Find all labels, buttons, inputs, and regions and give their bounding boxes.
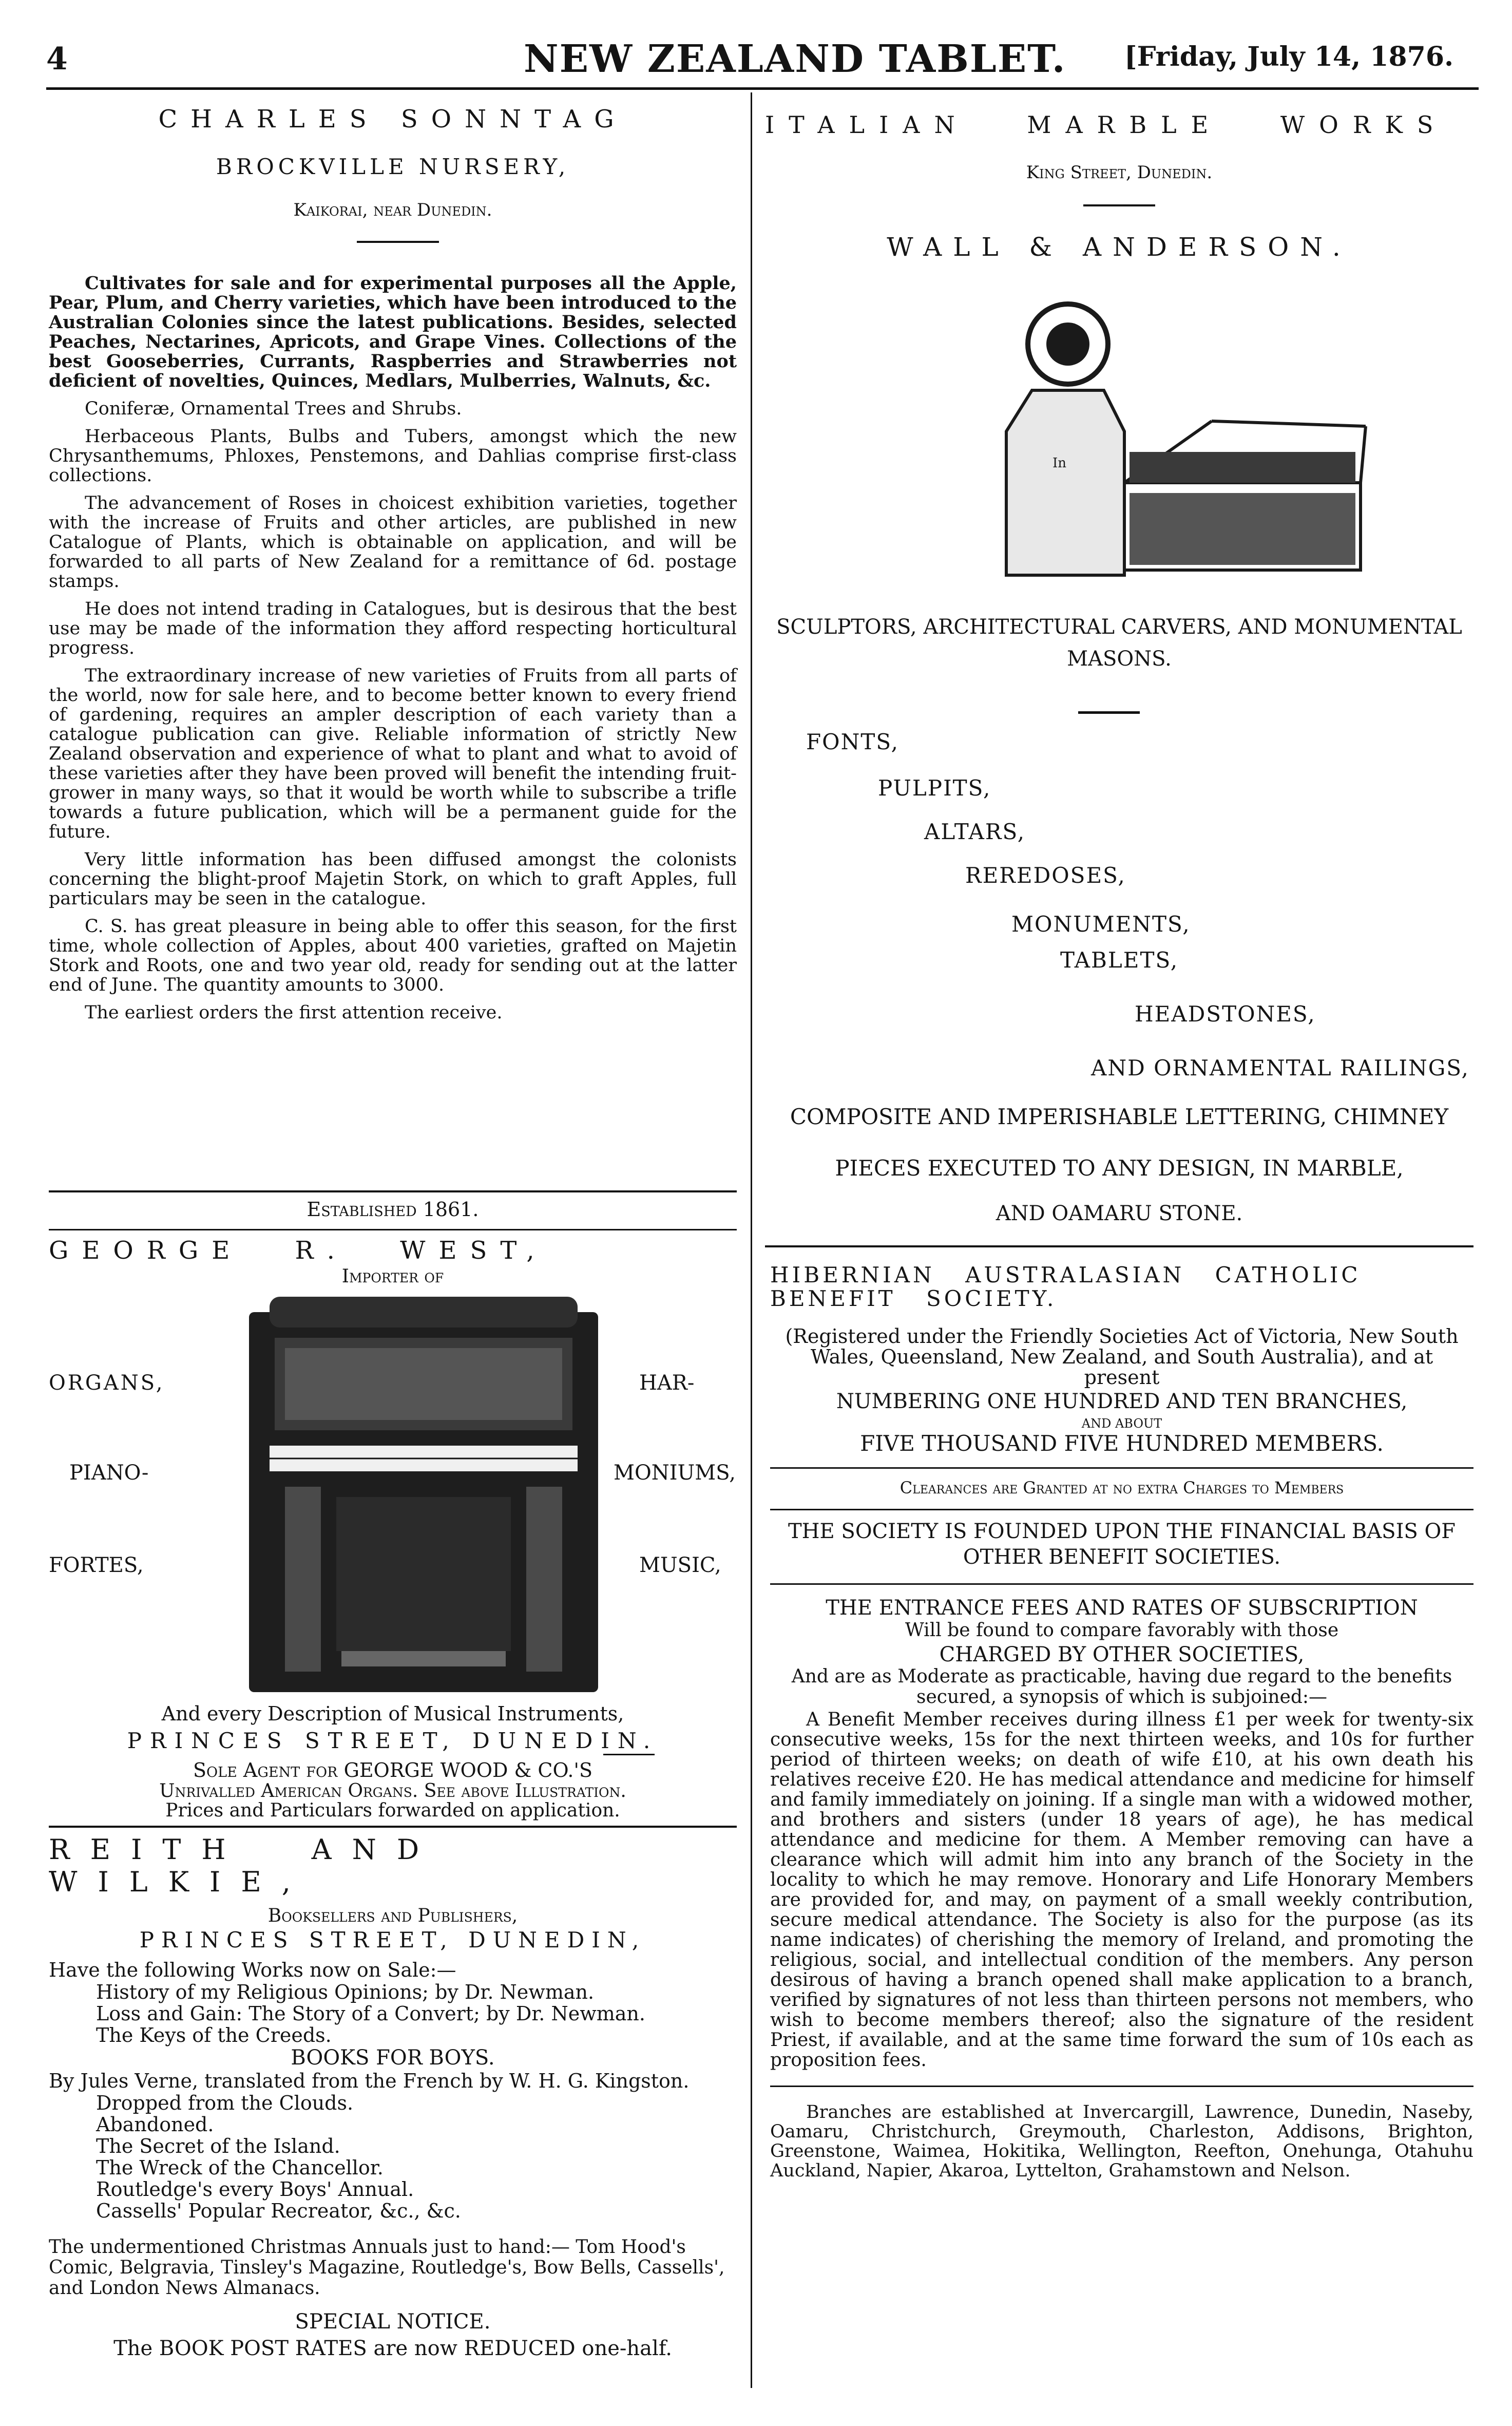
monument-illustration — [955, 298, 1376, 585]
west-label-left-3: FORTES, — [49, 1553, 144, 1577]
marble-item: FONTS, — [806, 729, 899, 754]
sonntag-body — [49, 274, 737, 1022]
reith-boys-book: Dropped from the Clouds. — [96, 2092, 354, 2114]
west-prices: Prices and Particulars forwarded on application. — [165, 1800, 620, 1821]
west-short-rule — [603, 1754, 655, 1755]
marble-item: AND ORNAMENTAL RAILINGS, — [1091, 1055, 1469, 1081]
marble-street: King Street, Dunedin. — [1026, 162, 1213, 183]
sonntag-paragraph: The earliest orders the first attention receive. — [85, 1002, 503, 1023]
hibernian-rule-1 — [770, 1467, 1473, 1469]
west-every: And every Description of Musical Instruments, — [161, 1702, 624, 1725]
west-label-left-2: PIANO- — [69, 1461, 149, 1485]
sonntag-paragraph: Very little information has been diffused amongst the colonists concerning the blight-proof Majetin Stork, on which to graft Apples, full particulars may be seen in the catalogue. — [49, 849, 737, 909]
sonntag-advert — [49, 98, 737, 1031]
hibernian-rule-3 — [770, 1583, 1473, 1585]
hibernian-branches: Branches are established at Invercargill, Lawrence, Dunedin, Naseby, Oamaru, Christchurch, Greymouth, Charleston, Addisons, Brighton, Greenstone, Waimea, Hokitika, Wellington, Reefton, Onehunga, Otahuhu Auckland, Napier, Akaroa, Lyttelton, Grahamstown and Nelson. — [770, 2102, 1473, 2181]
hibernian-clearances: Clearances are Granted at no extra Charges to Members — [899, 1478, 1344, 1498]
marble-mid-rule — [1078, 711, 1140, 714]
west-label-right-2: MONIUMS, — [614, 1461, 736, 1485]
hibernian-compare: Will be found to compare favorably with those — [905, 1620, 1339, 1641]
hibernian-fees: THE ENTRANCE FEES AND RATES OF SUBSCRIPTION — [826, 1596, 1418, 1620]
hibernian-charged: CHARGED BY OTHER SOCIETIES, — [939, 1643, 1305, 1666]
reith-boys-book: Cassells' Popular Recreator, &c., &c. — [96, 2200, 461, 2222]
marble-item: REREDOSES, — [965, 863, 1126, 888]
west-label-right-1: HAR- — [639, 1371, 695, 1395]
sonntag-subheading: BROCKVILLE NURSERY, — [216, 154, 570, 179]
reith-boys-book: Routledge's every Boys' Annual. — [96, 2178, 414, 2201]
reith-intro: Have the following Works now on Sale:— — [49, 1959, 456, 1981]
hibernian-numbering: NUMBERING ONE HUNDRED AND TEN BRANCHES, — [836, 1390, 1408, 1413]
svg-text:In: In — [1052, 456, 1067, 471]
marble-sculptors: SCULPTORS, ARCHITECTURAL CARVERS, AND MONUMENTAL MASONS. — [776, 615, 1462, 671]
reith-books-heading: BOOKS FOR BOYS. — [291, 2046, 495, 2070]
hibernian-rule-4 — [770, 2086, 1473, 2087]
west-label-left-1: ORGANS, — [49, 1371, 165, 1395]
hibernian-members: FIVE THOUSAND FIVE HUNDRED MEMBERS. — [860, 1431, 1384, 1456]
marble-firm: WALL & ANDERSON. — [887, 232, 1352, 262]
sonntag-short-rule — [357, 241, 439, 243]
hibernian-registered: (Registered under the Friendly Societies Act of Victoria, New South Wales, Queensland, New Zealand, and South Australia), and at present — [785, 1325, 1459, 1389]
marble-composite-1: COMPOSITE AND IMPERISHABLE LETTERING, CHIMNEY — [790, 1104, 1449, 1129]
marble-heading: ITALIAN MARBLE WORKS — [765, 111, 1448, 139]
west-agent: Sole Agent for GEORGE WOOD & CO.'S — [193, 1759, 592, 1781]
sonntag-location: Kaikorai, near Dunedin. — [293, 200, 492, 220]
west-label-right-3: MUSIC, — [639, 1553, 721, 1577]
reith-subheading: Booksellers and Publishers, — [267, 1905, 518, 1926]
west-heading: GEORGE R. WEST, — [49, 1236, 548, 1265]
reith-notice: The BOOK POST RATES are now REDUCED one-half. — [113, 2337, 672, 2360]
hibernian-founded: THE SOCIETY IS FOUNDED UPON THE FINANCIAL BASIS OF OTHER BENEFIT SOCIETIES. — [788, 1520, 1456, 1569]
marble-short-rule — [1083, 204, 1155, 206]
sonntag-paragraph: The advancement of Roses in choicest exhibition varieties, together with the increase of Fruits and other articles, are published in new Catalogue of Plants, which is obtainable on application, and will be forwarded to all parts of New Zealand for a remittance of 6d. postage stamps. — [49, 493, 737, 592]
reith-boys-book: Abandoned. — [96, 2113, 214, 2136]
west-importer: Importer of — [341, 1266, 444, 1287]
hibernian-heading: HIBERNIAN AUSTRALASIAN CATHOLIC BENEFIT SOCIETY. — [770, 1262, 1361, 1311]
masthead-title: NEW ZEALAND TABLET. — [524, 37, 1066, 81]
west-unrivalled: Unrivalled American Organs. See above Illustration. — [159, 1780, 626, 1802]
hibernian-advert — [770, 1263, 1473, 2181]
marble-composite-3: AND OAMARU STONE. — [996, 1202, 1243, 1225]
sonntag-paragraph: C. S. has great pleasure in being able to offer this season, for the first time, whole collection of Apples, about 400 varieties, grafted on Majetin Stork and Roots, one and two year old, ready for sending out at the latter end of June. The quantity amounts to 3000. — [49, 916, 737, 995]
sonntag-paragraph: He does not intend trading in Catalogues, but is desirous that the best use may be made of the information they afford respecting horticultural progress. — [49, 599, 737, 658]
page-number: 4 — [46, 41, 68, 77]
sonntag-paragraph: The extraordinary increase of new varieties of Fruits from all parts of the world, now for sale here, and to become better known to every friend of gardening, requires an ampler description of each variety than a catalogue publication can give. Reliable information of strictly New Zealand observation and experience of what to plant and what to avoid of these varieties after they have been proved will benefit the intending fruit-grower in many ways, so that it would be worth while to subscribe a trifle towards a future publication, which will be a permanent guide for the future. — [49, 666, 737, 842]
west-street: PRINCES STREET, DUNEDIN. — [127, 1728, 659, 1753]
header-rule — [46, 87, 1479, 90]
hibernian-and-about: AND ABOUT — [1081, 1416, 1162, 1431]
marble-item: PULPITS, — [878, 775, 991, 801]
sonntag-paragraph: Coniferæ, Ornamental Trees and Shrubs. — [85, 399, 462, 419]
reith-work: History of my Religious Opinions; by Dr. Newman. — [96, 1981, 595, 2003]
left-rule-2 — [49, 1826, 737, 1828]
sonntag-paragraph: Herbaceous Plants, Bulbs and Tubers, amongst which the new Chrysanthemums, Phloxes, Penstemons, and Dahlias comprise first-class collections. — [49, 426, 737, 486]
marble-item: HEADSTONES, — [1135, 1001, 1316, 1027]
reith-boys-book: The Secret of the Island. — [96, 2135, 340, 2157]
west-advert — [49, 1194, 737, 1821]
west-established: Established 1861. — [307, 1198, 479, 1221]
right-rule-1 — [765, 1245, 1473, 1247]
reith-heading: REITH AND WILKIE, — [49, 1833, 440, 1898]
hibernian-rule-2 — [770, 1509, 1473, 1510]
sonntag-paragraph: Cultivates for sale and for experimental purposes all the Apple, Pear, Plum, and Cherry varieties, which have been introduced to the Australian Colonies since the latest publications. Besides, selected Peaches, Nectarines, Apricots, and Grape Vines. Collections of the best Gooseberries, Currants, Raspberries and Strawberries not deficient of novelties, Quinces, Medlars, Mulberries, Walnuts, &c. — [49, 273, 737, 391]
column-divider — [751, 92, 752, 2388]
organ-illustration — [239, 1292, 608, 1697]
reith-street: PRINCES STREET, DUNEDIN, — [139, 1927, 646, 1953]
reith-verne: By Jules Verne, translated from the French by W. H. G. Kingston. — [49, 2070, 690, 2092]
left-rule-1 — [49, 1190, 737, 1192]
sonntag-heading: CHARLES SONNTAG — [158, 105, 627, 134]
reith-notice-heading: SPECIAL NOTICE. — [295, 2310, 491, 2334]
reith-advert — [49, 1833, 737, 2360]
marble-advert — [765, 98, 1473, 262]
west-top-rule — [49, 1229, 737, 1230]
issue-date: [Friday, July 14, 1876. — [1124, 41, 1454, 72]
marble-composite-2: PIECES EXECUTED TO ANY DESIGN, IN MARBLE, — [835, 1155, 1404, 1181]
reith-annuals: The undermentioned Christmas Annuals just to hand:— Tom Hood's Comic, Belgravia, Tinsley's Magazine, Routledge's, Bow Bells, Cassells', and London News Almanacs. — [49, 2237, 725, 2299]
marble-item: MONUMENTS, — [1011, 912, 1191, 937]
reith-boys-book: The Wreck of the Chancellor. — [96, 2156, 384, 2179]
reith-work: Loss and Gain: The Story of a Convert; by Dr. Newman. — [96, 2002, 645, 2025]
hibernian-body: A Benefit Member receives during illness £1 per week for twenty-six consecutive weeks, 15s for the next thirteen weeks, and 10s for further period of thirteen weeks; on death of wife £10, at his own death his relatives receive £20. He has medical attendance and medicine for himself and family immediately on joining. If a single man with a widowed mother, and brothers and sisters (under 18 years of age), he has medical attendance and medicine for them. A Member removing can have a clearance which will admit him into any branch of the Society in the locality to which he may remove. Honorary and Life Honorary Members are provided for, and may, on payment of a small weekly contribution, secure medical attendance. The Society is also for the purpose (as its name indicates) of cherishing the memory of Ireland, and promoting the religious, social, and intellectual condition of the members. Any person desirous of having a branch opened shall make application to a branch, verified by signatures of not less than thirteen persons not members, who wish to become members thereof; also the signature of the resident Priest, if available, and at the same time forward the sum of 10s each as proposition fees. — [770, 1709, 1473, 2071]
reith-work: The Keys of the Creeds. — [96, 2024, 332, 2046]
marble-item: TABLETS, — [1060, 947, 1179, 973]
marble-item: ALTARS, — [924, 819, 1026, 844]
hibernian-moderate: And are as Moderate as practicable, having due regard to the benefits secured, a synopsis of which is subjoined:— — [791, 1666, 1452, 1708]
